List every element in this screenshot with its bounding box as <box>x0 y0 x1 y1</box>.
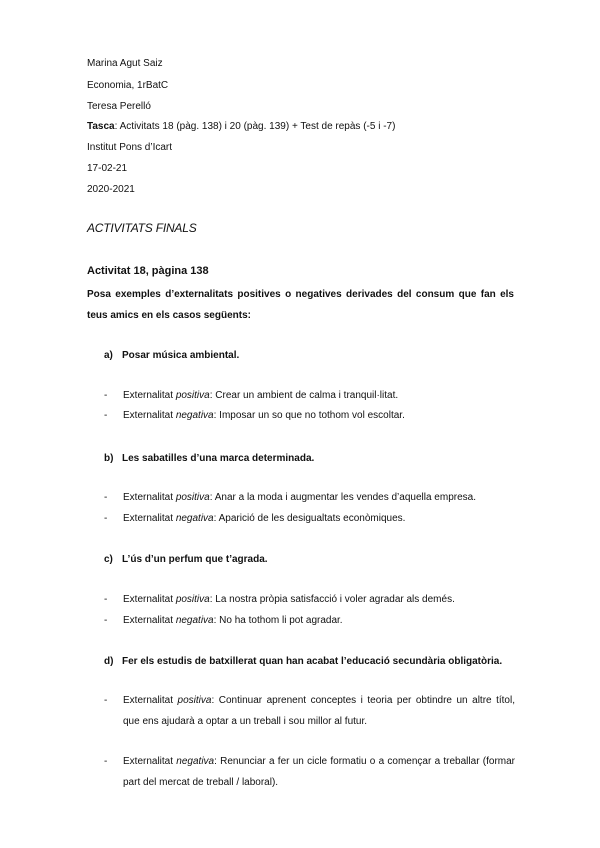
bullet-kind: negativa <box>175 615 214 626</box>
item-d-title <box>104 656 502 668</box>
teacher-name: Teresa Perelló <box>87 101 151 112</box>
activity-title: Activitat 18, pàgina 138 <box>87 265 209 277</box>
task-text: : Activitats 18 (pàg. 138) i 20 (pàg. 139) + Test de repàs (-5 i -7) <box>114 121 396 132</box>
bullet-prefix: Externalitat <box>123 492 176 503</box>
dash: - <box>104 695 108 706</box>
school-name: Institut Pons d’Icart <box>87 142 173 153</box>
task-label: Tasca <box>87 121 115 132</box>
bullet-kind: negativa <box>175 410 214 421</box>
bullet-prefix: Externalitat <box>123 390 176 401</box>
item-title-text: Fer els estudis de batxillerat quan han acabat l’educació secundària obligatòria. <box>122 656 503 667</box>
item-b-title <box>104 453 314 465</box>
bullet-d-negative <box>104 751 515 793</box>
bullet-text: : Anar a la moda i augmentar les vendes d’aquella empresa. <box>209 492 476 503</box>
item-label: b) <box>104 453 114 464</box>
item-c-title <box>104 554 268 566</box>
item-label: a) <box>104 350 113 361</box>
bullet-kind: negativa <box>175 513 214 524</box>
bullet-text: : No ha tothom li pot agradar. <box>213 615 343 626</box>
bullet-c-positive <box>104 589 515 610</box>
dash: - <box>104 594 108 605</box>
bullet-text: : Continuar aprenent conceptes i teoria per obtindre un altre títol, que ens ajudarà a optar a un treball i sou millor al futur. <box>123 695 515 727</box>
dash: - <box>104 615 108 626</box>
item-title-text: Posar música ambiental. <box>122 350 240 361</box>
bullet-kind: positiva <box>175 390 210 401</box>
bullet-prefix: Externalitat <box>123 695 178 706</box>
bullet-kind: positiva <box>177 695 212 706</box>
bullet-prefix: Externalitat <box>123 410 176 421</box>
bullet-prefix: Externalitat <box>123 513 176 524</box>
item-label: c) <box>104 554 113 565</box>
dash: - <box>104 513 108 524</box>
bullet-prefix: Externalitat <box>123 756 177 767</box>
activity-statement: Posa exemples d’externalitats positives o negatives derivades del consum que fan els teus amics en els casos següents: <box>87 289 514 321</box>
bullet-prefix: Externalitat <box>123 594 176 605</box>
item-a-title <box>104 350 239 362</box>
dash: - <box>104 390 108 401</box>
bullet-d-positive <box>104 690 515 732</box>
school-year: 2020-2021 <box>87 184 135 195</box>
bullet-kind: negativa <box>176 756 215 767</box>
bullet-kind: positiva <box>175 492 210 503</box>
dash: - <box>104 492 108 503</box>
author-name: Marina Agut Saiz <box>87 58 163 69</box>
bullet-b-positive <box>104 487 515 508</box>
item-title-text: L’ús d’un perfum que t’agrada. <box>122 554 268 565</box>
bullet-c-negative <box>104 610 515 631</box>
subject-line: Economia, 1rBatC <box>87 80 169 91</box>
item-title-text: Les sabatilles d’una marca determinada. <box>122 453 315 464</box>
date-line: 17-02-21 <box>87 163 128 174</box>
bullet-a-negative <box>104 405 515 426</box>
section-title: ACTIVITATS FINALS <box>87 221 197 235</box>
task-line <box>87 121 395 133</box>
bullet-b-negative <box>104 508 515 529</box>
bullet-text: : La nostra pròpia satisfacció i voler agradar als demés. <box>209 594 455 605</box>
bullet-text: : Imposar un so que no tothom vol escoltar. <box>213 410 405 421</box>
item-label: d) <box>104 656 114 667</box>
bullet-a-positive <box>104 385 515 406</box>
bullet-text: : Renunciar a fer un cicle formatiu o a començar a treballar (formar part del mercat de treball / laboral). <box>123 756 516 788</box>
bullet-text: : Crear un ambient de calma i tranquil·litat. <box>209 390 399 401</box>
dash: - <box>104 410 108 421</box>
bullet-text: : Aparició de les desigualtats econòmiques. <box>213 513 406 524</box>
bullet-prefix: Externalitat <box>123 615 176 626</box>
bullet-kind: positiva <box>175 594 210 605</box>
dash: - <box>104 756 108 767</box>
